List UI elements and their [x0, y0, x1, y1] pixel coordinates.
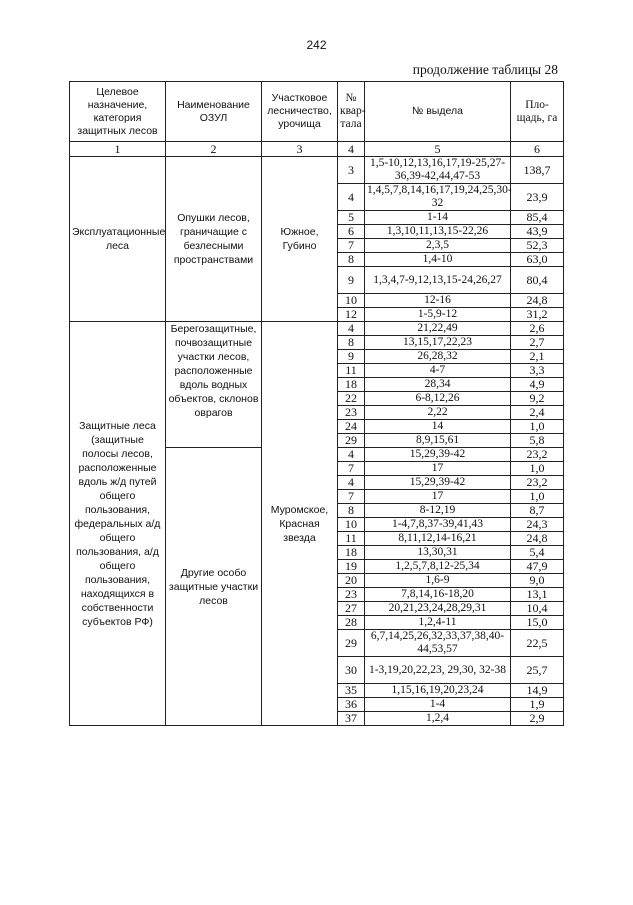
allotment-cell: 2,22	[365, 406, 511, 420]
forestry-cell: Южное, Губино	[262, 157, 338, 322]
quarter-cell: 35	[338, 684, 365, 698]
area-cell: 10,4	[511, 602, 564, 616]
ozul-cell: Опушки лесов, граничащие с безлесными пространствами	[166, 157, 262, 322]
area-cell: 5,4	[511, 546, 564, 560]
area-cell: 25,7	[511, 657, 564, 684]
allotment-cell: 14	[365, 420, 511, 434]
allotment-cell: 12-16	[365, 294, 511, 308]
quarter-cell: 7	[338, 490, 365, 504]
area-cell: 14,9	[511, 684, 564, 698]
quarter-cell: 30	[338, 657, 365, 684]
allotment-cell: 1-3,19,20,22,23, 29,30, 32-38	[365, 657, 511, 684]
quarter-cell: 12	[338, 308, 365, 322]
column-number: 6	[511, 142, 564, 157]
allotment-cell: 1,15,16,19,20,23,24	[365, 684, 511, 698]
area-cell: 24,3	[511, 518, 564, 532]
quarter-cell: 19	[338, 560, 365, 574]
area-cell: 80,4	[511, 267, 564, 294]
quarter-cell: 8	[338, 504, 365, 518]
allotment-cell: 1,5-10,12,13,16,17,19-25,27-36,39-42,44,47-53	[365, 157, 511, 184]
allotment-cell: 28,34	[365, 378, 511, 392]
area-cell: 22,5	[511, 630, 564, 657]
column-number-row	[70, 142, 564, 157]
quarter-cell: 7	[338, 239, 365, 253]
area-cell: 85,4	[511, 211, 564, 225]
allotment-cell: 1,3,4,7-9,12,13,15-24,26,27	[365, 267, 511, 294]
area-cell: 2,1	[511, 350, 564, 364]
quarter-cell: 18	[338, 546, 365, 560]
allotment-cell: 26,28,32	[365, 350, 511, 364]
allotment-cell: 8,11,12,14-16,21	[365, 532, 511, 546]
quarter-cell: 23	[338, 406, 365, 420]
area-cell: 3,3	[511, 364, 564, 378]
area-cell: 63,0	[511, 253, 564, 267]
allotment-cell: 7,8,14,16-18,20	[365, 588, 511, 602]
area-cell: 138,7	[511, 157, 564, 184]
category-cell: Эксплуатационные леса	[70, 157, 166, 322]
header-quarter: № квар-тала	[338, 82, 365, 142]
header-purpose: Целевое назначение, категория защитных лесов	[70, 82, 166, 142]
table-body	[70, 157, 564, 726]
table-row	[70, 157, 564, 184]
area-cell: 24,8	[511, 294, 564, 308]
header-ozul: Наименование ОЗУЛ	[166, 82, 262, 142]
allotment-cell: 6,7,14,25,26,32,33,37,38,40-44,53,57	[365, 630, 511, 657]
quarter-cell: 20	[338, 574, 365, 588]
area-cell: 1,0	[511, 462, 564, 476]
quarter-cell: 10	[338, 518, 365, 532]
column-number: 4	[338, 142, 365, 157]
allotment-cell: 8,9,15,61	[365, 434, 511, 448]
quarter-cell: 7	[338, 462, 365, 476]
area-cell: 8,7	[511, 504, 564, 518]
area-cell: 1,0	[511, 490, 564, 504]
column-number: 3	[262, 142, 338, 157]
column-number: 2	[166, 142, 262, 157]
area-cell: 9,2	[511, 392, 564, 406]
quarter-cell: 4	[338, 184, 365, 211]
area-cell: 2,4	[511, 406, 564, 420]
column-number: 1	[70, 142, 166, 157]
allotment-cell: 17	[365, 490, 511, 504]
quarter-cell: 9	[338, 267, 365, 294]
allotment-cell: 6-8,12,26	[365, 392, 511, 406]
area-cell: 24,8	[511, 532, 564, 546]
quarter-cell: 24	[338, 420, 365, 434]
area-cell: 23,2	[511, 476, 564, 490]
quarter-cell: 36	[338, 698, 365, 712]
quarter-cell: 6	[338, 225, 365, 239]
column-number: 5	[365, 142, 511, 157]
quarter-cell: 4	[338, 322, 365, 336]
quarter-cell: 28	[338, 616, 365, 630]
area-cell: 2,9	[511, 712, 564, 726]
quarter-cell: 5	[338, 211, 365, 225]
area-cell: 23,2	[511, 448, 564, 462]
allotment-cell: 15,29,39-42	[365, 476, 511, 490]
area-cell: 31,2	[511, 308, 564, 322]
quarter-cell: 22	[338, 392, 365, 406]
quarter-cell: 37	[338, 712, 365, 726]
ozul-cell: Берегозащитные, почвозащитные участки лесов, расположенные вдоль водных объектов, склонов оврагов	[166, 322, 262, 448]
area-cell: 23,9	[511, 184, 564, 211]
area-cell: 52,3	[511, 239, 564, 253]
allotment-cell: 13,30,31	[365, 546, 511, 560]
header-forestry: Участковое лесничество, урочища	[262, 82, 338, 142]
table-row	[70, 322, 564, 336]
quarter-cell: 11	[338, 532, 365, 546]
area-cell: 43,9	[511, 225, 564, 239]
allotment-cell: 13,15,17,22,23	[365, 336, 511, 350]
allotment-cell: 20,21,23,24,28,29,31	[365, 602, 511, 616]
quarter-cell: 23	[338, 588, 365, 602]
quarter-cell: 4	[338, 476, 365, 490]
area-cell: 4,9	[511, 378, 564, 392]
quarter-cell: 10	[338, 294, 365, 308]
allotment-cell: 21,22,49	[365, 322, 511, 336]
allotment-cell: 1,2,5,7,8,12-25,34	[365, 560, 511, 574]
forest-table	[69, 81, 564, 726]
allotment-cell: 1,6-9	[365, 574, 511, 588]
quarter-cell: 11	[338, 364, 365, 378]
quarter-cell: 18	[338, 378, 365, 392]
area-cell: 15,0	[511, 616, 564, 630]
table-continuation-label: продолжение таблицы 28	[412, 62, 558, 77]
area-cell: 1,0	[511, 420, 564, 434]
forestry-cell: Муромское, Красная звезда	[262, 322, 338, 726]
allotment-cell: 1,4-10	[365, 253, 511, 267]
allotment-cell: 1-14	[365, 211, 511, 225]
allotment-cell: 4-7	[365, 364, 511, 378]
allotment-cell: 1,4,5,7,8,14,16,17,19,24,25,30-32	[365, 184, 511, 211]
area-cell: 2,6	[511, 322, 564, 336]
allotment-cell: 8-12,19	[365, 504, 511, 518]
quarter-cell: 4	[338, 448, 365, 462]
allotment-cell: 1,3,10,11,13,15-22,26	[365, 225, 511, 239]
page-number: 242	[306, 38, 327, 52]
allotment-cell: 1-4	[365, 698, 511, 712]
table-header-row	[70, 82, 564, 142]
quarter-cell: 29	[338, 434, 365, 448]
allotment-cell: 1,2,4	[365, 712, 511, 726]
area-cell: 13,1	[511, 588, 564, 602]
area-cell: 9,0	[511, 574, 564, 588]
area-cell: 2,7	[511, 336, 564, 350]
quarter-cell: 8	[338, 336, 365, 350]
area-cell: 47,9	[511, 560, 564, 574]
quarter-cell: 9	[338, 350, 365, 364]
header-area: Пло-щадь, га	[511, 82, 564, 142]
allotment-cell: 17	[365, 462, 511, 476]
area-cell: 5,8	[511, 434, 564, 448]
header-allotment: № выдела	[365, 82, 511, 142]
category-cell: Защитные леса (защитные полосы лесов, расположенные вдоль ж/д путей общего пользования, федеральных а/д общего пользования, а/д общего пользования, находящихся в собственности субъектов РФ)	[70, 322, 166, 726]
quarter-cell: 27	[338, 602, 365, 616]
quarter-cell: 8	[338, 253, 365, 267]
quarter-cell: 3	[338, 157, 365, 184]
allotment-cell: 15,29,39-42	[365, 448, 511, 462]
allotment-cell: 2,3,5	[365, 239, 511, 253]
ozul-cell: Другие особо защитные участки лесов	[166, 448, 262, 726]
allotment-cell: 1,2,4-11	[365, 616, 511, 630]
quarter-cell: 29	[338, 630, 365, 657]
allotment-cell: 1-5,9-12	[365, 308, 511, 322]
allotment-cell: 1-4,7,8,37-39,41,43	[365, 518, 511, 532]
area-cell: 1,9	[511, 698, 564, 712]
